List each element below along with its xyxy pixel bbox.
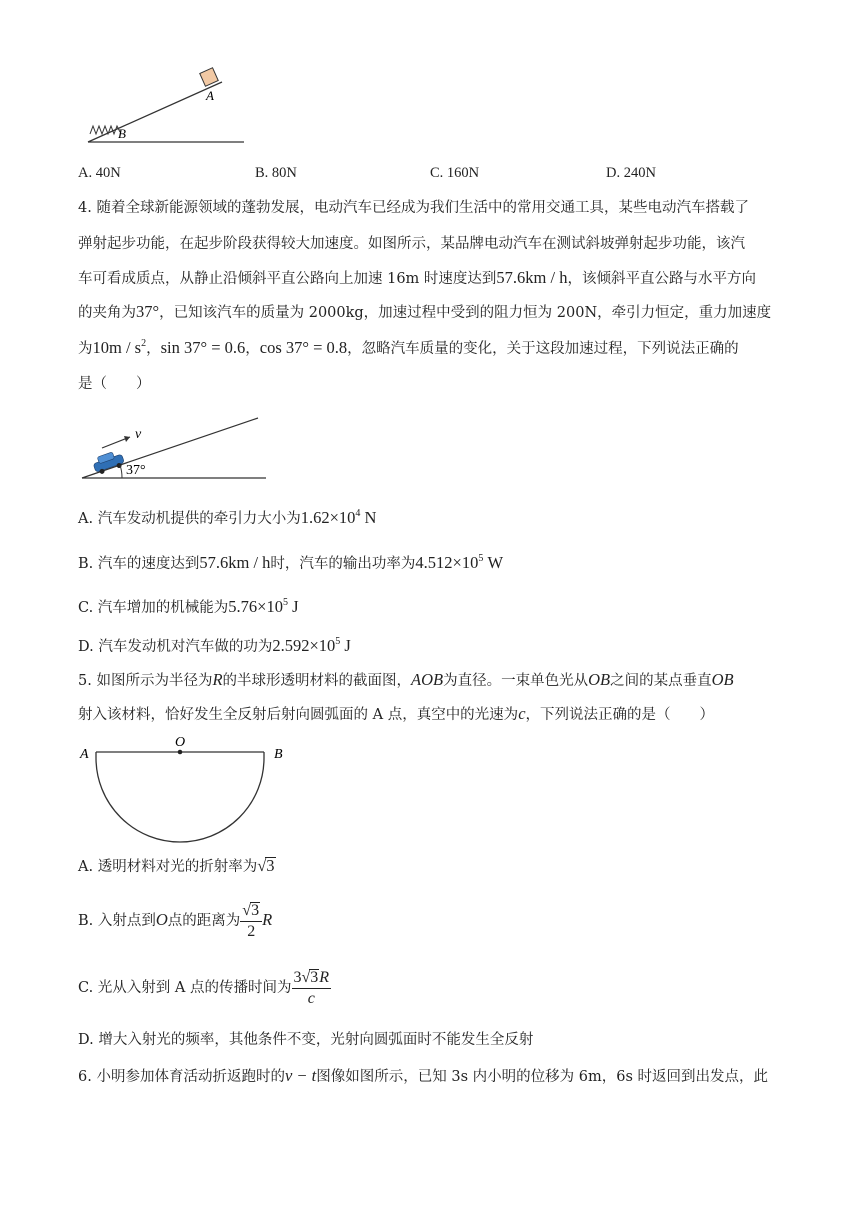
q5-line-2: 射入该材料，恰好发生全反射后射向圆弧面的 A 点，真空中的光速为c，下列说法正确的是（ ） <box>78 704 715 723</box>
q3-option-a: A. 40N <box>78 165 121 181</box>
q4-gravity: $10m / s^2$ <box>92 338 147 357</box>
q4-text: 车可看成质点，从静止沿倾斜平直公路向上加速 16m 时速度达到 <box>78 271 497 287</box>
q6-line-1: 6. 小明参加体育活动折返跑时的v − t图像如图所示，已知 3s 内小明的位移为 6m，6s 时返回到出发点，此 <box>78 1066 768 1085</box>
q4-text: ，该倾斜平直公路与水平方向 <box>567 271 756 287</box>
q5-line-1: 5. 如图所示为半径为R的半球形透明材料的截面图，AOB为直径。一束单色光从OB之间的某点垂直OB <box>78 670 734 689</box>
q4-line-4 <box>78 302 771 323</box>
q5-option-c: C. 光从入射到 A 点的传播时间为 $\frac{3√3R}{c}$ <box>78 968 330 1007</box>
slope-line <box>82 418 258 478</box>
q3-option-d: D. 240N <box>606 165 656 181</box>
q3-option-b: B. 80N <box>255 165 297 181</box>
angle-label: 37° <box>126 463 146 478</box>
q4-cos: cos 37° = 0.8 <box>259 338 348 357</box>
q4-line-6: 是（ ） <box>78 376 151 392</box>
q4-line-2: 弹射起步功能，在起步阶段获得较大加速度。如图所示，某品牌电动汽车在测试斜坡弹射起步功能，该汽 <box>78 236 745 252</box>
q4-text: ，已知该汽车的质量为 2000kg，加速过程中受到的阻力恒为 200N，牵引力恒定，重力加速度 <box>159 305 772 321</box>
q4-line-1: 4. 随着全球新能源领域的蓬勃发展，电动汽车已经成为我们生活中的常用交通工具，某些电动汽车搭载了 <box>78 200 749 216</box>
q4-text: 为 <box>78 341 93 357</box>
label-b: B <box>118 126 126 141</box>
angle-arc <box>120 465 122 478</box>
block <box>200 68 218 86</box>
q4-option-a: A. 汽车发动机提供的牵引力大小为$1.62\times 10^4$ N <box>78 508 377 527</box>
label-o: O <box>175 735 186 750</box>
q4-option-b: B. 汽车的速度达到57.6km / h时，汽车的输出功率为$4.512\times 10^5$ W <box>78 553 504 572</box>
q4-angle: 37° <box>136 302 160 321</box>
q4-option-c: C. 汽车增加的机械能为$5.76\times 10^5$ J <box>78 597 299 616</box>
q4-option-d: D. 汽车发动机对汽车做的功为$2.592\times 10^5$ J <box>78 636 351 655</box>
car-icon <box>92 449 126 475</box>
q4-sin: sin 37° = 0.6 <box>160 338 246 357</box>
q5-option-a: A. 透明材料对光的折射率为√3 <box>78 856 275 875</box>
q4-speed: 57.6km / h <box>496 268 568 287</box>
center-point <box>178 750 183 755</box>
q5-option-d: D. 增大入射光的频率，其他条件不变，光射向圆弧面时不能发生全反射 <box>78 1032 534 1048</box>
q4-line-5: 为$10m / s^2$，sin 37° = 0.6，cos 37° = 0.8，忽略汽车质量的变化，关于这段加速过程，下列说法正确的 <box>78 338 739 357</box>
semicircle-figure <box>76 734 296 844</box>
label-a: A <box>206 88 214 103</box>
v-label: v <box>135 427 142 442</box>
incline-spring-figure <box>80 62 250 152</box>
spring <box>90 126 120 134</box>
semicircle-arc <box>96 752 264 842</box>
q5-option-b: B. 入射点到O点的距离为 $\frac{√3}{2}$ R <box>78 901 273 940</box>
car-slope-figure <box>80 412 270 484</box>
q3-option-c: C. 160N <box>430 165 480 181</box>
label-a: A <box>80 747 89 762</box>
q4-line-3 <box>78 268 756 289</box>
q4-text: 的夹角为 <box>78 305 136 321</box>
label-b: B <box>274 747 283 762</box>
